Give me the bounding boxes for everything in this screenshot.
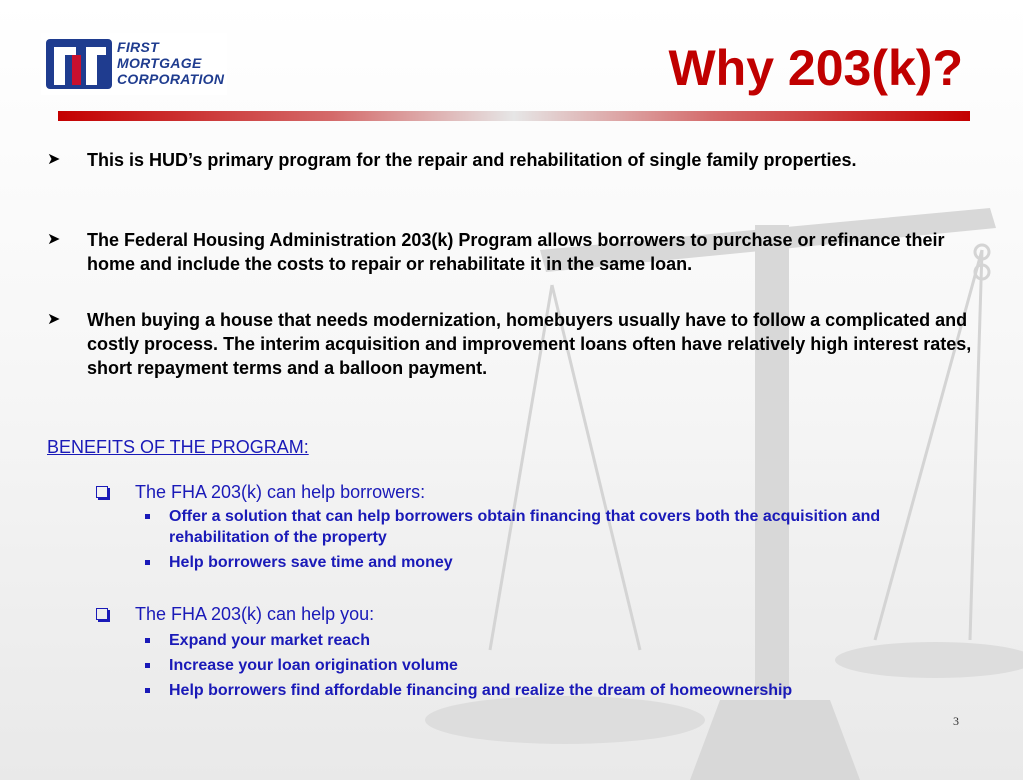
benefit-item xyxy=(145,680,975,701)
arrow-bullet-icon: ➤ xyxy=(47,151,61,168)
bullet-text: This is HUD’s primary program for the repair and rehabilitation of single family properties. xyxy=(87,150,857,170)
benefit-group-title xyxy=(96,602,374,626)
bullet-item xyxy=(47,148,972,172)
logo-line-first: FIRST xyxy=(117,39,159,55)
benefits-heading: BENEFITS OF THE PROGRAM: xyxy=(47,437,309,457)
benefit-item xyxy=(145,506,975,548)
bullet-text: The Federal Housing Administration 203(k) Program allows borrowers to purchase or refinance their home and include the costs to repair or rehabilitate it in the same loan. xyxy=(87,230,945,274)
square-bullet-icon xyxy=(145,663,150,668)
benefit-item-text: Help borrowers find affordable financing and realize the dream of homeownership xyxy=(169,682,793,699)
arrow-bullet-icon: ➤ xyxy=(47,231,61,248)
bullet-item xyxy=(47,308,972,380)
square-bullet-icon xyxy=(145,688,150,693)
slide-title: Why 203(k)? xyxy=(668,40,963,96)
page-number: 3 xyxy=(953,714,959,728)
benefit-group-title-text: The FHA 203(k) can help you: xyxy=(135,604,375,624)
bullet-text: When buying a house that needs modernization, homebuyers usually have to follow a complicated and costly process. The interim acquisition and improvement loans often have relatively high interest rates, short repayment terms and a balloon payment. xyxy=(87,310,972,378)
square-bullet-icon xyxy=(145,560,150,565)
checkbox-bullet-icon xyxy=(96,486,108,498)
benefit-item xyxy=(145,655,975,676)
logo-line-corporation: CORPORATION xyxy=(117,71,225,87)
arrow-bullet-icon: ➤ xyxy=(47,311,61,328)
benefit-item-text: Expand your market reach xyxy=(169,632,370,649)
benefit-item-text: Increase your loan origination volume xyxy=(169,657,458,674)
benefit-item xyxy=(145,630,975,651)
bullet-item xyxy=(47,228,972,276)
benefit-item xyxy=(145,552,975,573)
benefit-group-title xyxy=(96,480,425,504)
benefit-item-text: Offer a solution that can help borrowers obtain financing that covers both the acquisition and rehabilitation of the property xyxy=(169,508,881,546)
square-bullet-icon xyxy=(145,638,150,643)
benefit-item-text: Help borrowers save time and money xyxy=(169,554,453,571)
checkbox-bullet-icon xyxy=(96,608,108,620)
square-bullet-icon xyxy=(145,514,150,519)
benefit-group-title-text: The FHA 203(k) can help borrowers: xyxy=(135,482,426,502)
logo-line-mortgage: MORTGAGE xyxy=(117,55,202,71)
